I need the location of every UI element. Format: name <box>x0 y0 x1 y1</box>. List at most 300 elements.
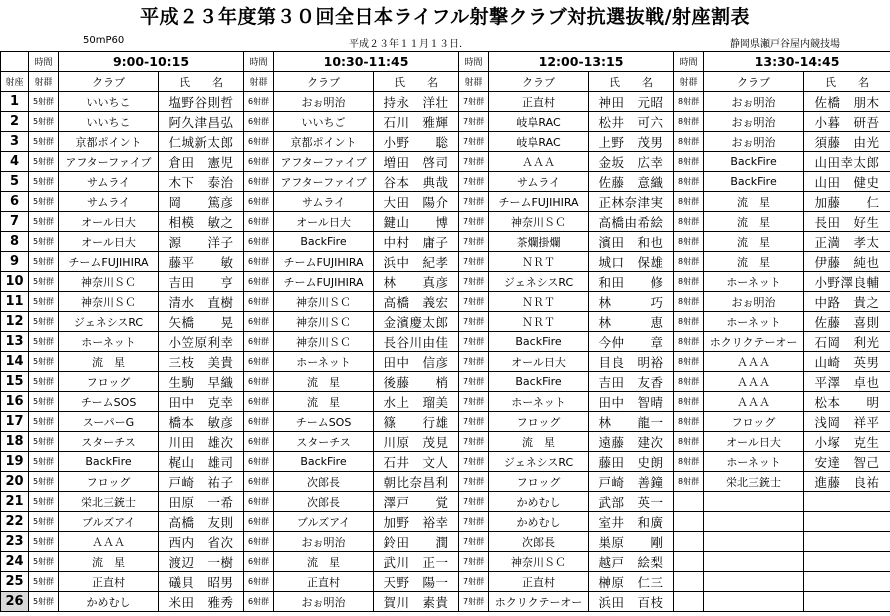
group-cell: 6射群 <box>244 412 274 432</box>
group-cell: 7射群 <box>459 292 489 312</box>
name-cell: 高橋由希絵 <box>589 212 674 232</box>
group-cell: 8射群 <box>674 452 704 472</box>
name-cell: 松本 明 <box>804 392 890 412</box>
group-cell: 6射群 <box>244 572 274 592</box>
name-cell: 梶山 雄司 <box>159 452 244 472</box>
club-cell: 正直村 <box>489 572 589 592</box>
group-cell: 6射群 <box>244 252 274 272</box>
club-cell: おぉ明治 <box>704 92 804 112</box>
name-cell: 林 真彦 <box>374 272 459 292</box>
club-cell: ホーネット <box>59 332 159 352</box>
club-cell: おぉ明治 <box>704 132 804 152</box>
club-cell: ホーネット <box>274 352 374 372</box>
lane-number: 18 <box>1 432 29 452</box>
group-cell: 6射群 <box>244 112 274 132</box>
name-cell: 矢橋 晃 <box>159 312 244 332</box>
name-cell: 小塚 克生 <box>804 432 890 452</box>
group-cell: 7射群 <box>459 552 489 572</box>
group-cell: 7射群 <box>459 392 489 412</box>
name-cell: 山崎 英男 <box>804 352 890 372</box>
group-header: 射群 <box>29 72 59 92</box>
table-row <box>1 432 890 452</box>
club-cell: オール日大 <box>59 232 159 252</box>
lane-number: 24 <box>1 552 29 572</box>
name-cell: 三枝 美貴 <box>159 352 244 372</box>
name-cell: 林 恵 <box>589 312 674 332</box>
club-header: クラブ <box>489 72 589 92</box>
lane-assignment-table <box>0 51 890 612</box>
time-label: 時間 <box>29 52 59 72</box>
name-cell: 戸崎 祐子 <box>159 472 244 492</box>
date-label: 平成２３年１１月１３日. <box>349 39 463 50</box>
club-cell: フロッグ <box>704 412 804 432</box>
group-cell: 5射群 <box>29 192 59 212</box>
group-cell: 5射群 <box>29 232 59 252</box>
club-cell: フロッグ <box>489 412 589 432</box>
group-cell: 8射群 <box>674 292 704 312</box>
name-cell: 持永 洋壮 <box>374 92 459 112</box>
club-cell: フロッグ <box>59 472 159 492</box>
group-cell: 7射群 <box>459 212 489 232</box>
name-cell: 越戸 絵梨 <box>589 552 674 572</box>
club-cell: ジェネシスRC <box>489 272 589 292</box>
lane-number: 4 <box>1 152 29 172</box>
table-row <box>1 292 890 312</box>
name-cell: 礒貝 昭男 <box>159 572 244 592</box>
club-cell: BackFire <box>274 452 374 472</box>
group-cell: 5射群 <box>29 332 59 352</box>
group-cell: 7射群 <box>459 372 489 392</box>
group-cell: 8射群 <box>674 212 704 232</box>
lane-number: 13 <box>1 332 29 352</box>
group-cell <box>674 512 704 532</box>
name-cell <box>804 512 890 532</box>
club-cell: かめむし <box>489 492 589 512</box>
name-cell: 室井 和廣 <box>589 512 674 532</box>
club-cell: 次郎長 <box>274 472 374 492</box>
name-cell: 佐橋 朋木 <box>804 92 890 112</box>
name-cell: 林 龍一 <box>589 412 674 432</box>
club-cell: ホクリクテーオー <box>704 332 804 352</box>
club-cell: BackFire <box>489 332 589 352</box>
club-cell: チームFUJIHIRA <box>274 252 374 272</box>
lane-number: 14 <box>1 352 29 372</box>
club-cell <box>704 512 804 532</box>
club-cell: 正直村 <box>59 572 159 592</box>
name-header: 氏 名 <box>804 72 890 92</box>
lane-number: 8 <box>1 232 29 252</box>
name-cell: 須藤 由光 <box>804 132 890 152</box>
group-cell: 5射群 <box>29 172 59 192</box>
group-cell: 7射群 <box>459 312 489 332</box>
club-cell: いいちこ <box>59 112 159 132</box>
table-row <box>1 272 890 292</box>
club-cell: 神奈川ＳＣ <box>59 272 159 292</box>
club-cell: 正直村 <box>489 92 589 112</box>
table-row <box>1 452 890 472</box>
name-cell: 進藤 良祐 <box>804 472 890 492</box>
club-cell: フロッグ <box>59 372 159 392</box>
name-cell: 塩野谷則哲 <box>159 92 244 112</box>
name-cell: 戸崎 善鐘 <box>589 472 674 492</box>
club-cell: BackFire <box>489 372 589 392</box>
club-cell: 神奈川ＳＣ <box>489 552 589 572</box>
group-cell: 7射群 <box>459 332 489 352</box>
club-cell: オール日大 <box>59 212 159 232</box>
club-cell: ＡＡＡ <box>489 152 589 172</box>
table-row <box>1 132 890 152</box>
table-row <box>1 372 890 392</box>
table-row <box>1 412 890 432</box>
name-cell: 城口 保雄 <box>589 252 674 272</box>
club-cell: 流 星 <box>274 372 374 392</box>
name-cell: 和田 修 <box>589 272 674 292</box>
name-cell: 篠 行雄 <box>374 412 459 432</box>
club-cell: チームSOS <box>274 412 374 432</box>
group-cell: 6射群 <box>244 92 274 112</box>
group-cell: 8射群 <box>674 132 704 152</box>
club-cell: かめむし <box>489 512 589 532</box>
club-cell: チームSOS <box>59 392 159 412</box>
club-cell: ＮＲＴ <box>489 312 589 332</box>
name-cell: 巣原 剛 <box>589 532 674 552</box>
name-cell: 上野 茂男 <box>589 132 674 152</box>
name-cell: 加野 裕幸 <box>374 512 459 532</box>
session-time: 12:00-13:15 <box>489 52 674 72</box>
name-header: 氏 名 <box>159 72 244 92</box>
club-cell: アフターファイブ <box>59 152 159 172</box>
column-header-row <box>1 72 890 92</box>
group-cell: 8射群 <box>674 172 704 192</box>
name-cell: 中村 庸子 <box>374 232 459 252</box>
name-cell: 水上 瑠美 <box>374 392 459 412</box>
name-header: 氏 名 <box>374 72 459 92</box>
name-cell: 澤戸 覚 <box>374 492 459 512</box>
name-cell: 佐藤 喜則 <box>804 312 890 332</box>
table-row <box>1 512 890 532</box>
group-cell: 7射群 <box>459 132 489 152</box>
club-cell: 次郎長 <box>274 492 374 512</box>
club-cell: サムライ <box>274 192 374 212</box>
table-row <box>1 492 890 512</box>
name-cell: 阿久津昌弘 <box>159 112 244 132</box>
group-cell: 6射群 <box>244 212 274 232</box>
name-cell <box>804 592 890 612</box>
name-cell: 浅岡 祥平 <box>804 412 890 432</box>
group-cell: 7射群 <box>459 412 489 432</box>
lane-number: 26 <box>1 592 29 612</box>
group-cell: 6射群 <box>244 532 274 552</box>
club-cell: いいちご <box>274 112 374 132</box>
name-cell: 相模 敏之 <box>159 212 244 232</box>
group-cell: 7射群 <box>459 452 489 472</box>
table-row <box>1 232 890 252</box>
club-cell: おぉ明治 <box>274 532 374 552</box>
club-cell: ホーネット <box>704 312 804 332</box>
group-cell: 6射群 <box>244 552 274 572</box>
name-cell: 正満 孝太 <box>804 232 890 252</box>
name-cell: 安達 智己 <box>804 452 890 472</box>
name-cell: 天野 陽一 <box>374 572 459 592</box>
club-cell: BackFire <box>704 172 804 192</box>
group-cell: 8射群 <box>674 272 704 292</box>
lane-number: 20 <box>1 472 29 492</box>
group-header: 射群 <box>244 72 274 92</box>
club-cell: ブルズアイ <box>274 512 374 532</box>
name-cell: 今仲 章 <box>589 332 674 352</box>
session-time: 13:30-14:45 <box>704 52 890 72</box>
lane-number: 7 <box>1 212 29 232</box>
group-cell: 7射群 <box>459 572 489 592</box>
event-label: 50mP60 <box>83 35 125 46</box>
group-cell: 7射群 <box>459 192 489 212</box>
page-title: 平成２３年度第３０回全日本ライフル射撃クラブ対抗選抜戦/射座割表 <box>139 6 751 28</box>
group-cell: 6射群 <box>244 472 274 492</box>
club-cell: 流 星 <box>59 352 159 372</box>
club-cell: ＡＡＡ <box>704 352 804 372</box>
name-cell: 高橋 友則 <box>159 512 244 532</box>
group-cell: 7射群 <box>459 272 489 292</box>
club-cell: 岐阜RAC <box>489 112 589 132</box>
name-cell: 川原 茂見 <box>374 432 459 452</box>
table-row <box>1 532 890 552</box>
time-label: 時間 <box>244 52 274 72</box>
table-row <box>1 152 890 172</box>
info-bar <box>0 30 890 51</box>
lane-number: 17 <box>1 412 29 432</box>
group-cell: 6射群 <box>244 292 274 312</box>
name-cell: 後藤 梢 <box>374 372 459 392</box>
club-cell: いいちこ <box>59 92 159 112</box>
group-cell: 8射群 <box>674 192 704 212</box>
club-cell: 流 星 <box>59 552 159 572</box>
lane-number: 2 <box>1 112 29 132</box>
club-cell: ホーネット <box>489 392 589 412</box>
name-cell: 長田 好生 <box>804 212 890 232</box>
group-cell: 7射群 <box>459 432 489 452</box>
time-label: 時間 <box>459 52 489 72</box>
name-cell: 藤田 史朗 <box>589 452 674 472</box>
club-header: クラブ <box>274 72 374 92</box>
club-cell: サムライ <box>59 192 159 212</box>
group-cell <box>674 492 704 512</box>
club-cell: ＮＲＴ <box>489 292 589 312</box>
name-cell: 川田 雄次 <box>159 432 244 452</box>
lane-number: 5 <box>1 172 29 192</box>
club-cell: チームFUJIHIRA <box>489 192 589 212</box>
club-cell: 流 星 <box>704 212 804 232</box>
name-cell: 清水 直樹 <box>159 292 244 312</box>
name-cell: 大田 陽介 <box>374 192 459 212</box>
name-cell: 渡辺 一樹 <box>159 552 244 572</box>
group-cell: 5射群 <box>29 352 59 372</box>
group-cell: 5射群 <box>29 132 59 152</box>
name-cell: 浜中 紀孝 <box>374 252 459 272</box>
group-cell: 7射群 <box>459 232 489 252</box>
table-row <box>1 352 890 372</box>
name-cell: 金坂 広幸 <box>589 152 674 172</box>
table-row <box>1 592 890 612</box>
time-label: 時間 <box>674 52 704 72</box>
group-cell: 5射群 <box>29 412 59 432</box>
lane-number: 25 <box>1 572 29 592</box>
lane-number: 16 <box>1 392 29 412</box>
group-cell: 8射群 <box>674 332 704 352</box>
name-cell: 濱田 和也 <box>589 232 674 252</box>
name-cell: 小野 聡 <box>374 132 459 152</box>
name-cell: 松井 可六 <box>589 112 674 132</box>
name-cell <box>804 492 890 512</box>
group-cell: 5射群 <box>29 432 59 452</box>
table-row <box>1 212 890 232</box>
group-cell: 8射群 <box>674 412 704 432</box>
name-cell: 米田 雅秀 <box>159 592 244 612</box>
club-cell: ＡＡＡ <box>704 372 804 392</box>
group-cell: 5射群 <box>29 472 59 492</box>
club-cell: アフターファイブ <box>274 172 374 192</box>
name-cell: 石川 雅輝 <box>374 112 459 132</box>
group-cell: 6射群 <box>244 432 274 452</box>
name-cell: 佐藤 意織 <box>589 172 674 192</box>
name-cell: 鈴田 潤 <box>374 532 459 552</box>
group-cell <box>674 572 704 592</box>
group-cell: 8射群 <box>674 372 704 392</box>
name-cell: 増田 啓司 <box>374 152 459 172</box>
club-cell: チームFUJIHIRA <box>274 272 374 292</box>
name-cell: 田中 智晴 <box>589 392 674 412</box>
group-cell: 6射群 <box>244 592 274 612</box>
club-cell: スーパーG <box>59 412 159 432</box>
group-cell: 5射群 <box>29 452 59 472</box>
club-cell: チームFUJIHIRA <box>59 252 159 272</box>
name-cell: 高橋 義宏 <box>374 292 459 312</box>
club-cell: 流 星 <box>489 432 589 452</box>
lane-number: 15 <box>1 372 29 392</box>
name-cell: 加藤 仁 <box>804 192 890 212</box>
group-cell: 8射群 <box>674 352 704 372</box>
group-cell: 6射群 <box>244 172 274 192</box>
name-cell: 小笠原利幸 <box>159 332 244 352</box>
group-cell: 6射群 <box>244 132 274 152</box>
group-cell: 6射群 <box>244 312 274 332</box>
lane-number: 12 <box>1 312 29 332</box>
table-row <box>1 312 890 332</box>
group-cell: 6射群 <box>244 352 274 372</box>
group-cell: 5射群 <box>29 552 59 572</box>
name-cell: 西内 省次 <box>159 532 244 552</box>
group-cell: 8射群 <box>674 472 704 492</box>
club-cell: 神奈川ＳＣ <box>489 212 589 232</box>
name-cell: 小野澤良輔 <box>804 272 890 292</box>
club-cell: フロッグ <box>489 472 589 492</box>
group-cell: 6射群 <box>244 392 274 412</box>
group-cell: 8射群 <box>674 152 704 172</box>
club-cell: アフターファイブ <box>274 152 374 172</box>
group-cell: 8射群 <box>674 112 704 132</box>
table-body <box>1 92 890 612</box>
group-cell: 6射群 <box>244 232 274 252</box>
group-cell: 8射群 <box>674 432 704 452</box>
table-row <box>1 332 890 352</box>
group-cell: 5射群 <box>29 312 59 332</box>
club-header: クラブ <box>59 72 159 92</box>
name-cell: 目良 明裕 <box>589 352 674 372</box>
name-cell <box>804 572 890 592</box>
group-cell: 6射群 <box>244 272 274 292</box>
club-cell: おぉ明治 <box>704 112 804 132</box>
club-cell: ホーネット <box>704 452 804 472</box>
table-row <box>1 112 890 132</box>
lane-number: 19 <box>1 452 29 472</box>
club-cell: ホーネット <box>704 272 804 292</box>
group-cell: 5射群 <box>29 292 59 312</box>
name-cell <box>804 532 890 552</box>
club-cell: ＡＡＡ <box>704 392 804 412</box>
club-cell: ジェネシスRC <box>59 312 159 332</box>
name-cell: 榊原 仁三 <box>589 572 674 592</box>
session-time: 9:00-10:15 <box>59 52 244 72</box>
group-cell: 7射群 <box>459 492 489 512</box>
club-cell: サムライ <box>59 172 159 192</box>
group-cell: 7射群 <box>459 532 489 552</box>
club-cell: おぉ明治 <box>274 592 374 612</box>
lane-number: 6 <box>1 192 29 212</box>
club-cell: 神奈川ＳＣ <box>274 292 374 312</box>
name-cell: 武部 英一 <box>589 492 674 512</box>
group-cell: 7射群 <box>459 172 489 192</box>
session-time: 10:30-11:45 <box>274 52 459 72</box>
group-cell: 5射群 <box>29 92 59 112</box>
lane-header: 射座 <box>1 72 29 92</box>
club-header: クラブ <box>704 72 804 92</box>
name-cell: 岡 篤彦 <box>159 192 244 212</box>
lane-number: 22 <box>1 512 29 532</box>
name-cell: 谷本 典哉 <box>374 172 459 192</box>
name-cell: 石井 文人 <box>374 452 459 472</box>
group-header: 射群 <box>459 72 489 92</box>
club-cell: 茶爛掛爛 <box>489 232 589 252</box>
club-cell: ＡＡＡ <box>59 532 159 552</box>
name-cell: 吉田 友香 <box>589 372 674 392</box>
club-cell: 神奈川ＳＣ <box>274 332 374 352</box>
club-cell: BackFire <box>704 152 804 172</box>
club-cell: オール日大 <box>704 432 804 452</box>
table-row <box>1 552 890 572</box>
venue-label: 静岡県瀬戸谷屋内競技場 <box>730 39 840 50</box>
group-cell: 5射群 <box>29 372 59 392</box>
table-row <box>1 572 890 592</box>
group-cell <box>674 532 704 552</box>
name-cell: 神田 元昭 <box>589 92 674 112</box>
name-cell: 木下 泰治 <box>159 172 244 192</box>
name-cell: 橋本 敏彦 <box>159 412 244 432</box>
group-cell: 7射群 <box>459 592 489 612</box>
group-cell: 7射群 <box>459 472 489 492</box>
group-cell: 6射群 <box>244 492 274 512</box>
name-cell: 源 洋子 <box>159 232 244 252</box>
lane-number: 21 <box>1 492 29 512</box>
lane-number: 3 <box>1 132 29 152</box>
group-cell: 7射群 <box>459 112 489 132</box>
name-cell: 田原 一希 <box>159 492 244 512</box>
club-cell: ブルズアイ <box>59 512 159 532</box>
name-cell: 山田 健史 <box>804 172 890 192</box>
group-cell <box>674 592 704 612</box>
club-cell: 流 星 <box>704 252 804 272</box>
lane-number: 9 <box>1 252 29 272</box>
club-cell: 京都ポイント <box>274 132 374 152</box>
group-cell: 5射群 <box>29 112 59 132</box>
